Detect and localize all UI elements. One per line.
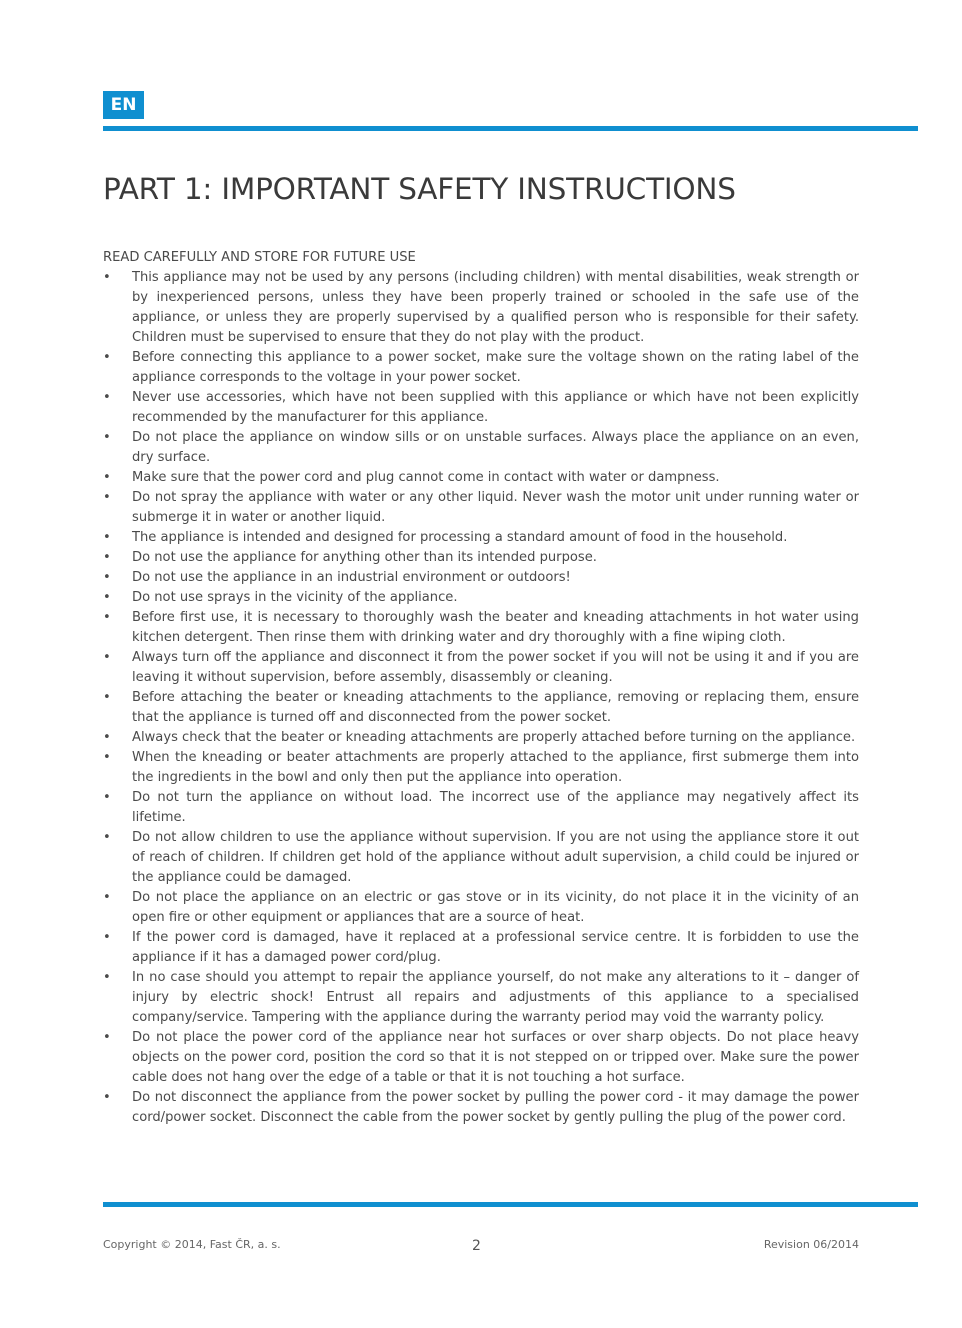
instruction-text: Always turn off the appliance and disconnect it from the power socket if you will not be using it and if you are leaving it without supervision, before assembly, disassembly or cleaning.: [132, 650, 859, 685]
instruction-item: [103, 528, 859, 548]
bullet-icon: •: [103, 930, 111, 945]
instruction-item: [103, 608, 859, 648]
instruction-item: [103, 268, 859, 348]
footer-rule: [103, 1202, 918, 1207]
instruction-item: [103, 1028, 859, 1088]
instruction-text: Do not place the appliance on window sills or on unstable surfaces. Always place the appliance on an even, dry surface.: [132, 430, 859, 465]
instruction-item: [103, 348, 859, 388]
safety-instruction-list: [103, 268, 859, 1128]
bullet-icon: •: [103, 390, 111, 405]
instruction-item: [103, 488, 859, 528]
page-number: 2: [472, 1238, 481, 1254]
instruction-text: If the power cord is damaged, have it replaced at a professional service centre. It is forbidden to use the appliance if it has a damaged power cord/plug.: [132, 930, 859, 965]
bullet-icon: •: [103, 730, 111, 745]
header-rule: [103, 126, 918, 131]
footer-revision: Revision 06/2014: [763, 1238, 859, 1251]
instruction-item: [103, 968, 859, 1028]
language-badge: EN: [103, 91, 144, 119]
bullet-icon: •: [103, 750, 111, 765]
bullet-icon: •: [103, 490, 111, 505]
instruction-item: [103, 688, 859, 728]
instruction-item: [103, 388, 859, 428]
instruction-text: In no case should you attempt to repair the appliance yourself, do not make any alterations to it – danger of injury by electric shock! Entrust all repairs and adjustments of this appliance to a specialised company/service. Tampering with the appliance during the warranty period may void the warranty policy.: [132, 970, 859, 1025]
bullet-icon: •: [103, 550, 111, 565]
bullet-icon: •: [103, 570, 111, 585]
bullet-icon: •: [103, 790, 111, 805]
instruction-item: [103, 748, 859, 788]
main-content: [103, 248, 859, 1128]
instruction-text: Before connecting this appliance to a power socket, make sure the voltage shown on the rating label of the appliance corresponds to the voltage in your power socket.: [132, 350, 859, 385]
instruction-text: Do not allow children to use the appliance without supervision. If you are not using the appliance store it out of reach of children. If children get hold of the appliance without adult supervision, a child could be injured or the appliance could be damaged.: [132, 830, 859, 885]
page-title: PART 1: IMPORTANT SAFETY INSTRUCTIONS: [103, 172, 736, 206]
bullet-icon: •: [103, 1090, 111, 1105]
instruction-item: [103, 588, 859, 608]
instruction-item: [103, 548, 859, 568]
section-subtitle: READ CAREFULLY AND STORE FOR FUTURE USE: [103, 250, 416, 265]
instruction-text: Do not place the power cord of the appliance near hot surfaces or over sharp objects. Do not place heavy objects on the power cord, position the cord so that it is not stepped on or tripped over. Make sure the power cable does not hang over the edge of a table or that it is not touching a hot surface.: [132, 1030, 859, 1085]
instruction-item: [103, 648, 859, 688]
bullet-icon: •: [103, 590, 111, 605]
instruction-item: [103, 568, 859, 588]
instruction-text: Do not turn the appliance on without load. The incorrect use of the appliance may negatively affect its lifetime.: [132, 790, 859, 825]
instruction-text: Before first use, it is necessary to thoroughly wash the beater and kneading attachments in hot water using kitchen detergent. Then rinse them with drinking water and dry thoroughly with a fine wiping cloth.: [132, 610, 859, 645]
instruction-text: The appliance is intended and designed for processing a standard amount of food in the household.: [132, 530, 788, 545]
instruction-item: [103, 928, 859, 968]
instruction-text: Never use accessories, which have not been supplied with this appliance or which have not been explicitly recommended by the manufacturer for this appliance.: [132, 390, 859, 425]
instruction-item: [103, 828, 859, 888]
instruction-item: [103, 468, 859, 488]
bullet-icon: •: [103, 830, 111, 845]
instruction-text: Before attaching the beater or kneading attachments to the appliance, removing or replacing them, ensure that the appliance is turned off and disconnected from the power socket.: [132, 690, 859, 725]
bullet-icon: •: [103, 650, 111, 665]
footer-copyright: Copyright © 2014, Fast ČR, a. s.: [103, 1238, 281, 1251]
instruction-text: Do not spray the appliance with water or any other liquid. Never wash the motor unit under running water or submerge it in water or another liquid.: [132, 490, 859, 525]
instruction-text: Do not disconnect the appliance from the power socket by pulling the power cord - it may damage the power cord/power socket. Disconnect the cable from the power socket by gently pulling the plug of the power cord.: [132, 1090, 859, 1125]
instruction-text: This appliance may not be used by any persons (including children) with mental disabilities, weak strength or by inexperienced persons, unless they have been properly trained or schooled in the safe use of the appliance, or unless they are properly supervised by a qualified person who is responsible for their safety. Children must be supervised to ensure that they do not play with the product.: [132, 270, 859, 345]
instruction-item: [103, 788, 859, 828]
instruction-text: When the kneading or beater attachments are properly attached to the appliance, first submerge them into the ingredients in the bowl and only then put the appliance into operation.: [132, 750, 859, 785]
instruction-text: Do not use the appliance in an industrial environment or outdoors!: [132, 570, 571, 585]
bullet-icon: •: [103, 470, 111, 485]
instruction-item: [103, 428, 859, 468]
bullet-icon: •: [103, 690, 111, 705]
bullet-icon: •: [103, 610, 111, 625]
instruction-item: [103, 728, 859, 748]
instruction-text: Do not use sprays in the vicinity of the appliance.: [132, 590, 458, 605]
bullet-icon: •: [103, 890, 111, 905]
instruction-item: [103, 888, 859, 928]
instruction-text: Do not use the appliance for anything other than its intended purpose.: [132, 550, 597, 565]
bullet-icon: •: [103, 1030, 111, 1045]
bullet-icon: •: [103, 530, 111, 545]
bullet-icon: •: [103, 970, 111, 985]
instruction-item: [103, 1088, 859, 1128]
bullet-icon: •: [103, 270, 111, 285]
instruction-text: Make sure that the power cord and plug cannot come in contact with water or dampness.: [132, 470, 720, 485]
bullet-icon: •: [103, 350, 111, 365]
instruction-text: Always check that the beater or kneading attachments are properly attached before turning on the appliance.: [132, 730, 856, 745]
instruction-text: Do not place the appliance on an electric or gas stove or in its vicinity, do not place it in the vicinity of an open fire or other equipment or appliances that are a source of heat.: [132, 890, 859, 925]
bullet-icon: •: [103, 430, 111, 445]
